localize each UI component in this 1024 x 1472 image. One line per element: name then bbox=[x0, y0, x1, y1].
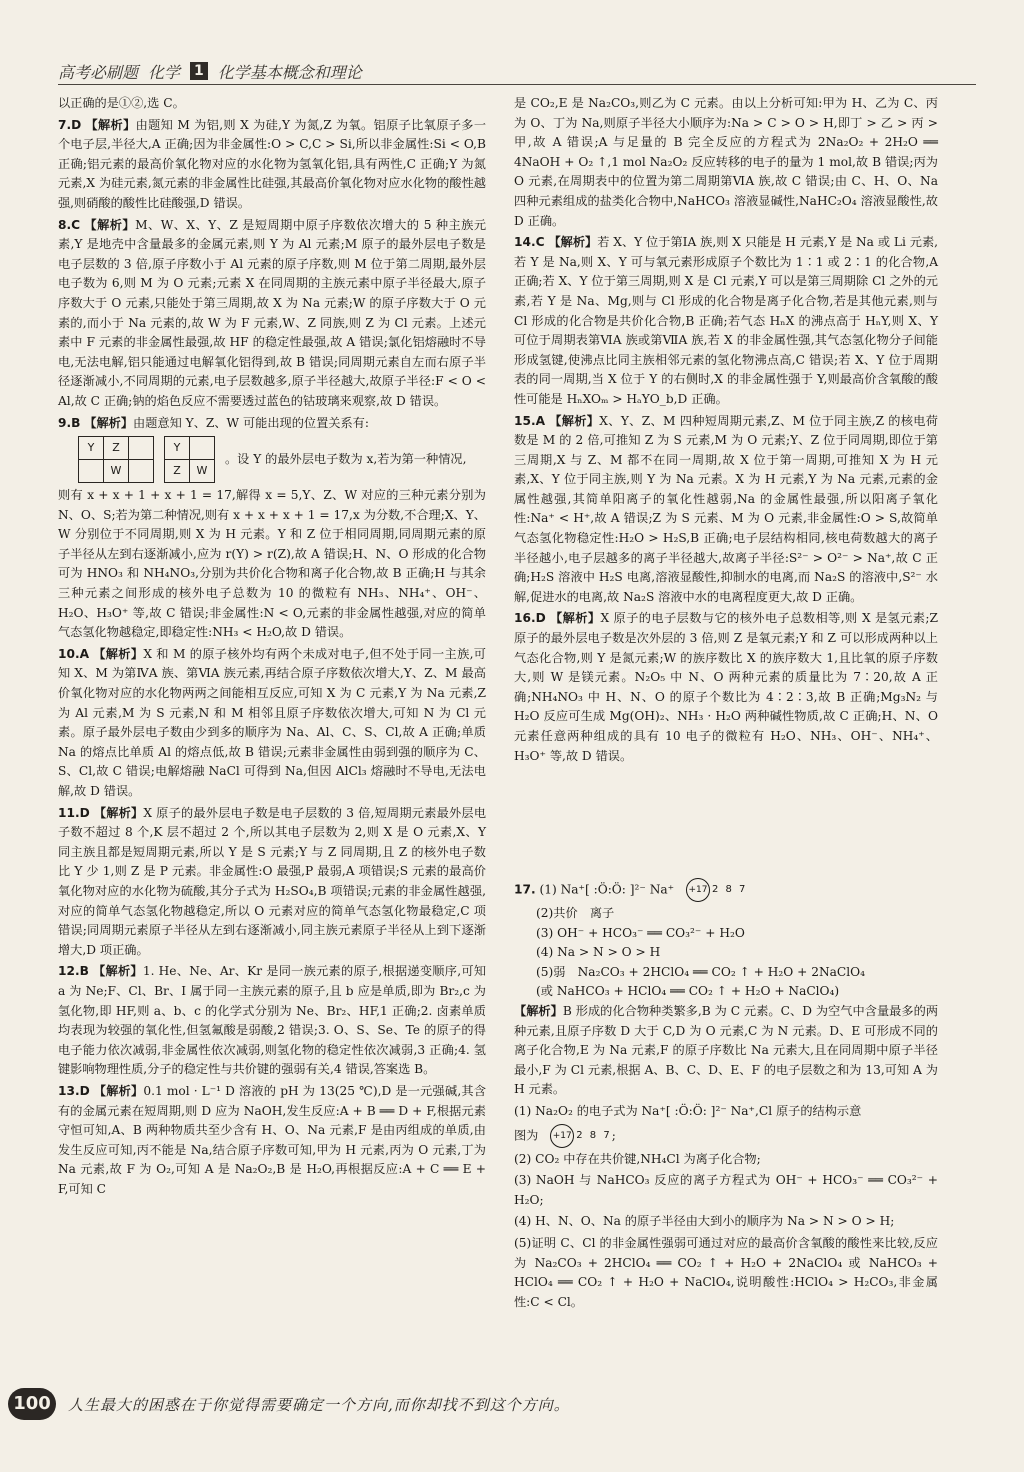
answer-block-10: 10.A 【解析】X 和 M 的原子核外均有两个未成对电子,但不处于同一主族,可知 X、M 为第ⅣA 族、第ⅥA 族元素,再结合原子序数依次增大,Y、Z、M 最高价氧化物对应的水化物两两之间能相互反应,可知 X 为 C 元素,Y 为 Na 元素,Z 为 Al 元素,M 为 S 元素,N 和 M 相邻且原子序数依次增大,可知 N 为 Cl 元素。原子最外层电子数由少到多的顺序为 Na、Al、C、S、Cl,故 A 正确;单质 Na 的熔点比单质 Al 的熔点低,故 B 错误;元素非金属性由弱到强的顺序为 C、S、Cl,故 C 错误;电解熔融 NaCl 可得到 Na,但因 AlCl₃ 熔融时不导电,无法电解,故 D 错误。 bbox=[58, 646, 486, 798]
q17-analysis-3: (3) NaOH 与 NaHCO₃ 反应的离子方程式为 OH⁻ + HCO₃⁻ ══ CO₃²⁻ + H₂O; bbox=[514, 1173, 938, 1207]
q17-analysis: 【解析】B 形成的化合物种类繁多,B 为 C 元素。C、D 为空气中含量最多的两种元素,且原子序数 D 大于 C,D 为 O 元素,C 为 N 元素。D、E 可形成不同的离子化合物,E 为 Na 元素,F 的原子序数比 Na 元素大,且在同周期中原子半径最小,F 为 Cl 元素,根据 A、B、C、D、E、F 的电子层数之和为 13,可知 A 为 H 元素。 bbox=[514, 1003, 939, 1097]
answer-block-11: 11.D 【解析】X 原子的最外层电子数是电子层数的 3 倍,短周期元素最外层电子数不超过 8 个,K 层不超过 2 个,所以其电子层数为 2,则 X 是 O 元素,X、Y 同主族且都是短周期元素,所以 Y 是 S 元素;Y 与 Z 同周期,且 Z 的核外电子数比 Y 少 1,则 Z 是 P 元素。非金属性:O 最强,P 最弱,A 项错误;S 元素的最高价氧化物对应的水化物为硫酸,其分子式为 H₂SO₄,B 项错误;元素的非金属性越强,对应的简单气态氢化物越稳定,所以 O 元素对应的简单气态氢化物最稳定,C 项错误;同周期元素原子半径从左到右逐渐减小,同主族元素原子半径从上到下逐渐增大,D 项正确。 bbox=[58, 805, 487, 957]
answer-block-12: 12.B 【解析】1. He、Ne、Ar、Kr 是同一族元素的原子,根据递变顺序,可知 a 为 Ne;F、Cl、Br、I 属于同一主族元素的原子,且 b 应是单质,即为 Br₂,c 为氢化物,即 HF,则 a、b、c 的化学式分别为 Ne、Br₂、HF,1 正确;2. 卤素单质均表现为较强的氧化性,但氢氟酸是弱酸,2 错误;3. O、S、Se、Te 的原子的得电子能力依次减弱,非金属性依次减弱,则氢化物的稳定性依次减弱,3 正确;4. 氢键影响物理性质,分子的稳定性与共价键的强弱有关,4 错误,答案选 B。 bbox=[58, 964, 487, 1077]
q17-answer-1: 17. (1) Na⁺[ :Ö:Ö: ]²⁻ Na⁺ +17 2 8 7 bbox=[514, 878, 938, 902]
answer-block-13: 13.D 【解析】0.1 mol · L⁻¹ D 溶液的 pH 为 13(25 ℃),D 是一元强碱,其含有的金属元素在短周期,则 D 应为 NaOH,发生反应:A + B ══ D + F,根据元素守恒可知,A、B 两种物质共至少含有 H、O、Na 元素,F 是由丙组成的单质,由发生反应可知,丙不能是 Na,结合原子序数可知,甲为 H 元素,丙为 O 元素,丁为 Na 元素,故 F 为 O₂,可知 A 是 Na₂O₂,B 是 H₂O,再根据反应:A + C ══ E + F,可知 C bbox=[58, 1083, 486, 1196]
position-grid-case2: Y Z W bbox=[164, 436, 215, 483]
q17-answer-4: (4) Na > N > O > H bbox=[536, 945, 661, 960]
book-title: 化学基本概念和理论 bbox=[217, 62, 362, 82]
q17-analysis-2: (2) CO₂ 中存在共价键,NH₄Cl 为离子化合物; bbox=[514, 1151, 761, 1166]
answer-block-8: 8.C 【解析】M、W、X、Y、Z 是短周期中原子序数依次增大的 5 种主族元素,Y 是地壳中含量最多的金属元素,则 Y 为 Al 元素;M 原子的最外层电子数是电子层数的 3 倍,原子序数小于 Al 元素的原子序数,则 M 位于第二周期,最外层电子数为 6,则 M 为 O 元素;元素 X 在同周期的主族元素中原子半径最大,原子序数大于 O 元素,只能处于第三周期,故 X 为 Na 元素;W 的原子序数大于 O 元素的,而小于 Na 元素的,故 W 为 F 元素,W、Z 同族,则 Z 为 Cl 元素。上述元素中 F 元素的非金属性最强,故 HF 的稳定性最强,故 A 错误;氯化铝熔融时不导电,无法电解,铝只能通过电解氧化铝得到,故 B 错误;同周期元素自左而右原子半径逐渐减小,不同周期的元素,电子层数越多,原子半径越大,故原子半径:F < O < Al,故 C 正确;钠的焰色反应不需要透过蓝色的钴玻璃来观察,故 D 错误。 bbox=[58, 217, 487, 408]
answer-block: 以正确的是①②,选 C。 bbox=[58, 96, 185, 110]
answer-block-9-cont: 则有 x + x + 1 + x + 1 = 17,解得 x = 5,Y、Z、W 对应的三种元素分别为 N、O、S;若为第二种情况,则有 x + x + x + 1 = 17,x 为分数,不合理;X、Y、W 分别位于不同周期,则 X 为 H 元素。Y 和 Z 位于相同周期,同周期元素的原子半径从左到右逐渐减小,应为 r(Y) > r(Z),故 A 错误;H、N、O 形成的化合物可为 HNO₃ 和 NH₄NO₃,分别为共价化合物和离子化合物,故 B 正确;H 与其余三种元素之间形成的核外电子总数为 10 的微粒有 NH₃、NH₄⁺、OH⁻、H₂O、H₃O⁺ 等,故 C 错误;非金属性:N < O,元素的非金属性越强,对应的简单气态氢化物越稳定,即稳定性:NH₃ < H₂O,故 D 错误。 bbox=[58, 488, 486, 640]
page-number: 100 bbox=[8, 1388, 56, 1420]
question-17 bbox=[514, 878, 938, 1314]
book-number-badge: 1 bbox=[190, 62, 208, 80]
answer-block-9: 9.B 【解析】由题意知 Y、Z、W 可能出现的位置关系有: bbox=[58, 415, 369, 430]
q17-answer-5-alt: (或 NaHCO₃ + HClO₄ ══ CO₂ ↑ + H₂O + NaClO₄) bbox=[536, 984, 840, 999]
q17-analysis-1b: 图为 +17 2 8 7 ; bbox=[514, 1124, 938, 1148]
subject-label: 化学 bbox=[148, 62, 181, 82]
answer-block-7: 7.D 【解析】由题知 M 为铝,则 X 为硅,Y 为氮,Z 为氧。铝原子比氧原子多一个电子层,半径大,A 正确;因为非金属性:O > C,C > Si,所以非金属性:Si < O,B 正确;铝元素的最高价氧化物对应的水化物为氢氧化铝,具有两性,C 正确;Y 为氮元素,X 为硅元素,氮元素的非金属性比硅强,其最高价氧化物对应水化物的酸性越强,则硝酸的酸性比硅酸强,D 错误。 bbox=[58, 117, 487, 210]
answer-block-13-cont: 是 CO₂,E 是 Na₂CO₃,则乙为 C 元素。由以上分析可知:甲为 H、乙为 C、丙为 O、丁为 Na,则原子半径大小顺序为:Na > C > O > H,即丁 > 乙 > 丙 > 甲,故 A 错误;A 与足量的 B 完全反应的方程式为 2Na₂O₂ + 2H₂O ══ 4NaOH + O₂ ↑,1 mol Na₂O₂ 反应转移的电子的量为 1 mol,故 B 错误;丙为 O 元素,在周期表中的位置为第二周期第ⅥA 族,故 C 错误;由 C、H、O、Na 四种元素组成的盐类化合物中,NaHCO₃ 溶液显碱性,NaHC₂O₄ 溶液显酸性,故 D 正确。 bbox=[514, 96, 938, 228]
q17-answer-2: (2)共价 离子 bbox=[536, 906, 615, 920]
chlorine-atom-diagram: +17 2 8 7 bbox=[686, 878, 747, 902]
q17-analysis-5: (5)证明 C、Cl 的非金属性强弱可通过对应的最高价含氧酸的酸性来比较,反应为 Na₂CO₃ + 2HClO₄ ══ CO₂ ↑ + H₂O + 2NaClO₄ 或 NaHCO₃ + HClO₄ ══ CO₂ ↑ + H₂O + NaClO₄,说明酸性:HClO₄ > H₂CO₃,非金属性:C < Cl。 bbox=[514, 1235, 938, 1309]
left-column bbox=[58, 94, 486, 1201]
grid-caption: 。设 Y 的最外层电子数为 x,若为第一种情况, bbox=[225, 451, 467, 466]
right-column bbox=[514, 94, 938, 768]
chlorine-atom-diagram-2: +17 2 8 7 bbox=[550, 1124, 611, 1148]
answer-block-16: 16.D 【解析】X 原子的电子层数与它的核外电子总数相等,则 X 是氢元素;Z 原子的最外层电子数是次外层的 3 倍,则 Z 是氧元素;Y 和 Z 可以形成两种以上气态化合物,则 Y 是氮元素;W 的族序数比 X 的族序数大 1,且比氧的原子序数大,则 W 是镁元素。N₂O₅ 中 N、O 两种元素的质量比为 7∶20,故 A 正确;NH₄NO₃ 中 H、N、O 的原子个数比为 4∶2∶3,故 B 正确;Mg₃N₂ 与 H₂O 反应可生成 Mg(OH)₂、NH₃ · H₂O 两种碱性物质,故 C 正确;H、N、O 元素任意两种组成的具有 10 电子的微粒有 H₂O、NH₃、OH⁻、NH₄⁺、H₃O⁺ 等,故 D 错误。 bbox=[514, 611, 939, 763]
position-grid-case1: Y Z W bbox=[78, 436, 154, 483]
header-divider bbox=[58, 84, 976, 85]
series-title: 高考必刷题 bbox=[58, 62, 139, 82]
q17-answer-5: (5)弱 Na₂CO₃ + 2HClO₄ ══ CO₂ ↑ + H₂O + 2NaClO₄ bbox=[536, 964, 866, 979]
q17-answer-3: (3) OH⁻ + HCO₃⁻ ══ CO₃²⁻ + H₂O bbox=[536, 925, 745, 940]
footer-motto: 人生最大的困惑在于你觉得需要确定一个方向,而你却找不到这个方向。 bbox=[68, 1395, 570, 1414]
answer-block-15: 15.A 【解析】X、Y、Z、M 四种短周期元素,Z、M 位于同主族,Z 的核电荷数是 M 的 2 倍,可推知 Z 为 S 元素,M 为 O 元素;Y、Z 位于同周期,即位于第三周期,X 与 Z、M 都不在同一周期,故 X 位于第一周期,可推知 X 为 H 元素,X、Y 位于同主族,则 Y 为 Na 元素。X 为 H 元素,Y 为 Na 元素,元素的金属性越强,其简单阳离子的氧化性越弱,Na 的金属性最强,所以阳离子氧化性:Na⁺ < H⁺,故 A 错误;Z 为 S 元素、M 为 O 元素,非金属性:O > S,故简单气态氢化物稳定性:H₂O > H₂S,B 正确;电子层结构相同,核电荷数越大的离子半径越小,电子层越多的离子半径越大,故离子半径:S²⁻ > O²⁻ > Na⁺,故 C 正确;H₂S 溶液中 H₂S 电离,溶液显酸性,抑制水的电离,而 Na₂S 的溶液中,S²⁻ 水解,促进水的电离,故 Na₂S 溶液中水的电离程度更大,故 D 正确。 bbox=[514, 413, 938, 604]
position-diagrams bbox=[58, 436, 486, 483]
page-header bbox=[58, 56, 978, 86]
answer-block-14: 14.C 【解析】若 X、Y 位于第ⅠA 族,则 X 只能是 H 元素,Y 是 Na 或 Li 元素,若 Y 是 Na,则 X、Y 可与氧元素形成原子个数比为 1∶1 或 2∶1 的化合物,A 正确;若 X、Y 位于第三周期,则 X 是 Cl 元素,Y 可以是第三周期除 Cl 之外的元素,若 Y 是 Na、Mg,则与 Cl 形成的化合物是离子化合物,若是其他元素,则与 Cl 形成的化合物是共价化合物,B 正确;若气态 HₙX 的沸点高于 HₙY,则 X、Y 可位于周期表第ⅥA 族或第ⅦA 族,若 X 的非金属性强,其气态氢化物分子间能形成氢键,使沸点比同主族相邻元素的氢化物沸点高,C 错误;若 X、Y 位于周期表的同一周期,当 X 位于 Y 的右侧时,X 的非金属性强于 Y,则最高价含氧酸的酸性可能是 HₙXOₘ > HₐYO_b,D 正确。 bbox=[514, 235, 939, 406]
q17-analysis-1: (1) Na₂O₂ 的电子式为 Na⁺[ :Ö:Ö: ]²⁻ Na⁺,Cl 原子的结构示意 bbox=[514, 1103, 862, 1118]
q17-analysis-4: (4) H、N、O、Na 的原子半径由大到小的顺序为 Na > N > O > H; bbox=[514, 1214, 895, 1229]
page-footer bbox=[8, 1384, 1008, 1424]
